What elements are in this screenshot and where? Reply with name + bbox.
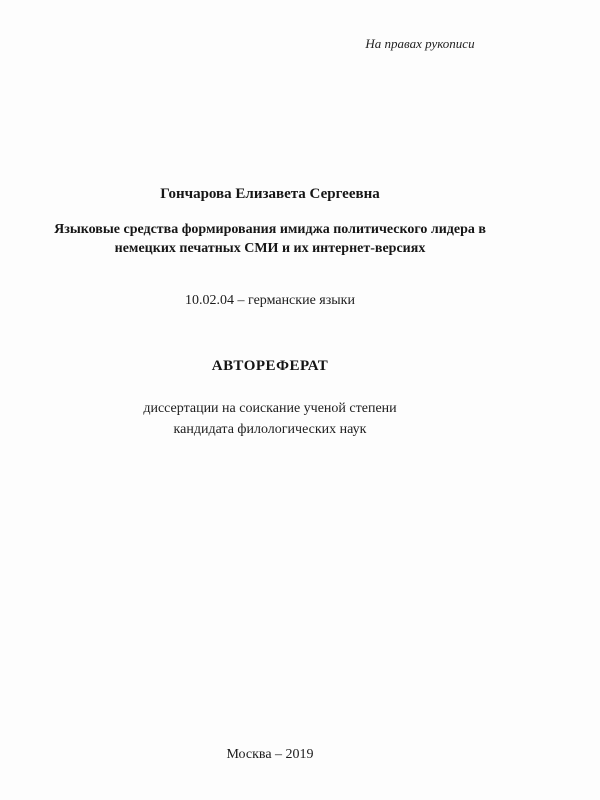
- author-name: Гончарова Елизавета Сергеевна: [160, 186, 380, 202]
- document-type-heading: АВТОРЕФЕРАТ: [211, 358, 329, 374]
- place-and-year: Москва – 2019: [226, 747, 314, 762]
- specialty-code: 10.02.04 – германские языки: [185, 293, 355, 308]
- degree-purpose-line-1: диссертации на соискание ученой степени: [143, 401, 397, 416]
- degree-purpose-line-2: кандидата филологических наук: [173, 422, 367, 437]
- dissertation-title-line-1: Языковые средства формирования имиджа политического лидера в: [54, 222, 486, 237]
- dissertation-title-line-2: немецких печатных СМИ и их интернет-версиях: [114, 241, 426, 256]
- rights-note: На правах рукописи: [365, 36, 475, 51]
